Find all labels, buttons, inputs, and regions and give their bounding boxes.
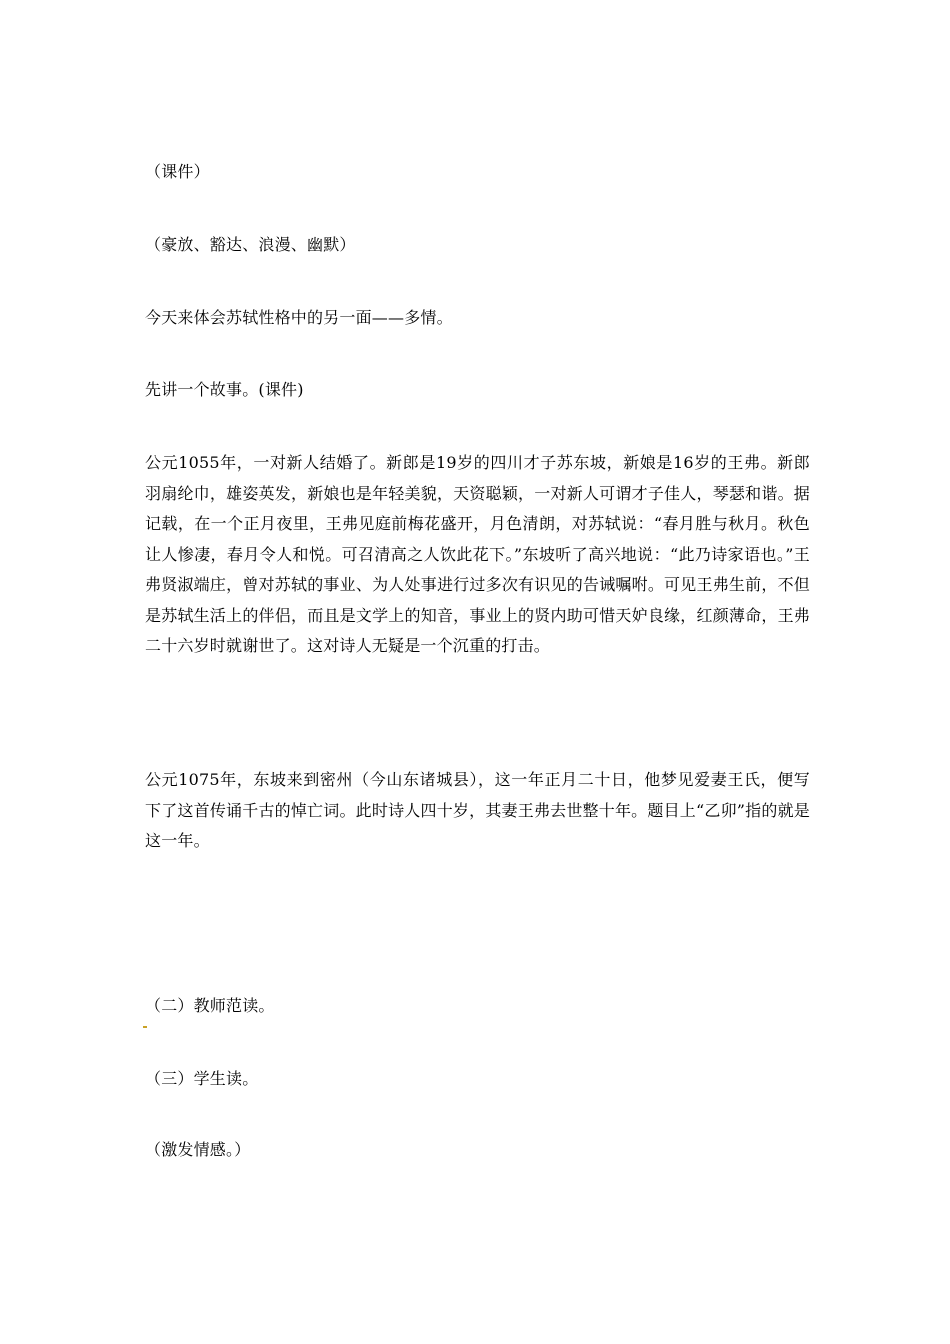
- background-paragraph: 公元1075年，东坡来到密州（今山东诸城县），这一年正月二十日，他梦见爱妻王氏，便写下了这首传诵千古的悼亡词。此时诗人四十岁，其妻王弗去世整十年。题目上“乙卯”指的就是这一年。: [145, 770, 810, 850]
- courseware-note: （课件）: [145, 162, 210, 181]
- story-paragraph: 公元1055年，一对新人结婚了。新郎是19岁的四川才子苏东坡，新娘是16岁的王弗。新郎羽扇纶巾，雄姿英发，新娘也是年轻美貌，天资聪颖，一对新人可谓才子佳人，琴瑟和谐。据记载，在一个正月夜里，王弗见庭前梅花盛开，月色清朗，对苏轼说：“春月胜与秋月。秋色让人惨凄，春月令人和悦。可召清高之人饮此花下。”东坡听了高兴地说：“此乃诗家语也。”王弗贤淑端庄，曾对苏轼的事业、为人处事进行过多次有识见的告诫嘱咐。可见王弗生前，不但是苏轼生活上的伴侣，而且是文学上的知音，事业上的贤内助可惜天妒良缘，红颜薄命，王弗二十六岁时就谢世了。这对诗人无疑是一个沉重的打击。: [145, 453, 810, 655]
- personality-traits-line: （豪放、豁达、浪漫、幽默）: [145, 235, 356, 254]
- today-topic-line: 今天来体会苏轼性格中的另一面——多情。: [145, 308, 453, 327]
- emotion-note: （激发情感。）: [145, 1140, 251, 1159]
- teacher-reading-heading: （二）教师范读。: [145, 996, 275, 1015]
- student-reading-heading: （三）学生读。: [145, 1069, 259, 1088]
- decorative-mark: [143, 1026, 147, 1028]
- story-intro-line: 先讲一个故事。(课件): [145, 380, 304, 399]
